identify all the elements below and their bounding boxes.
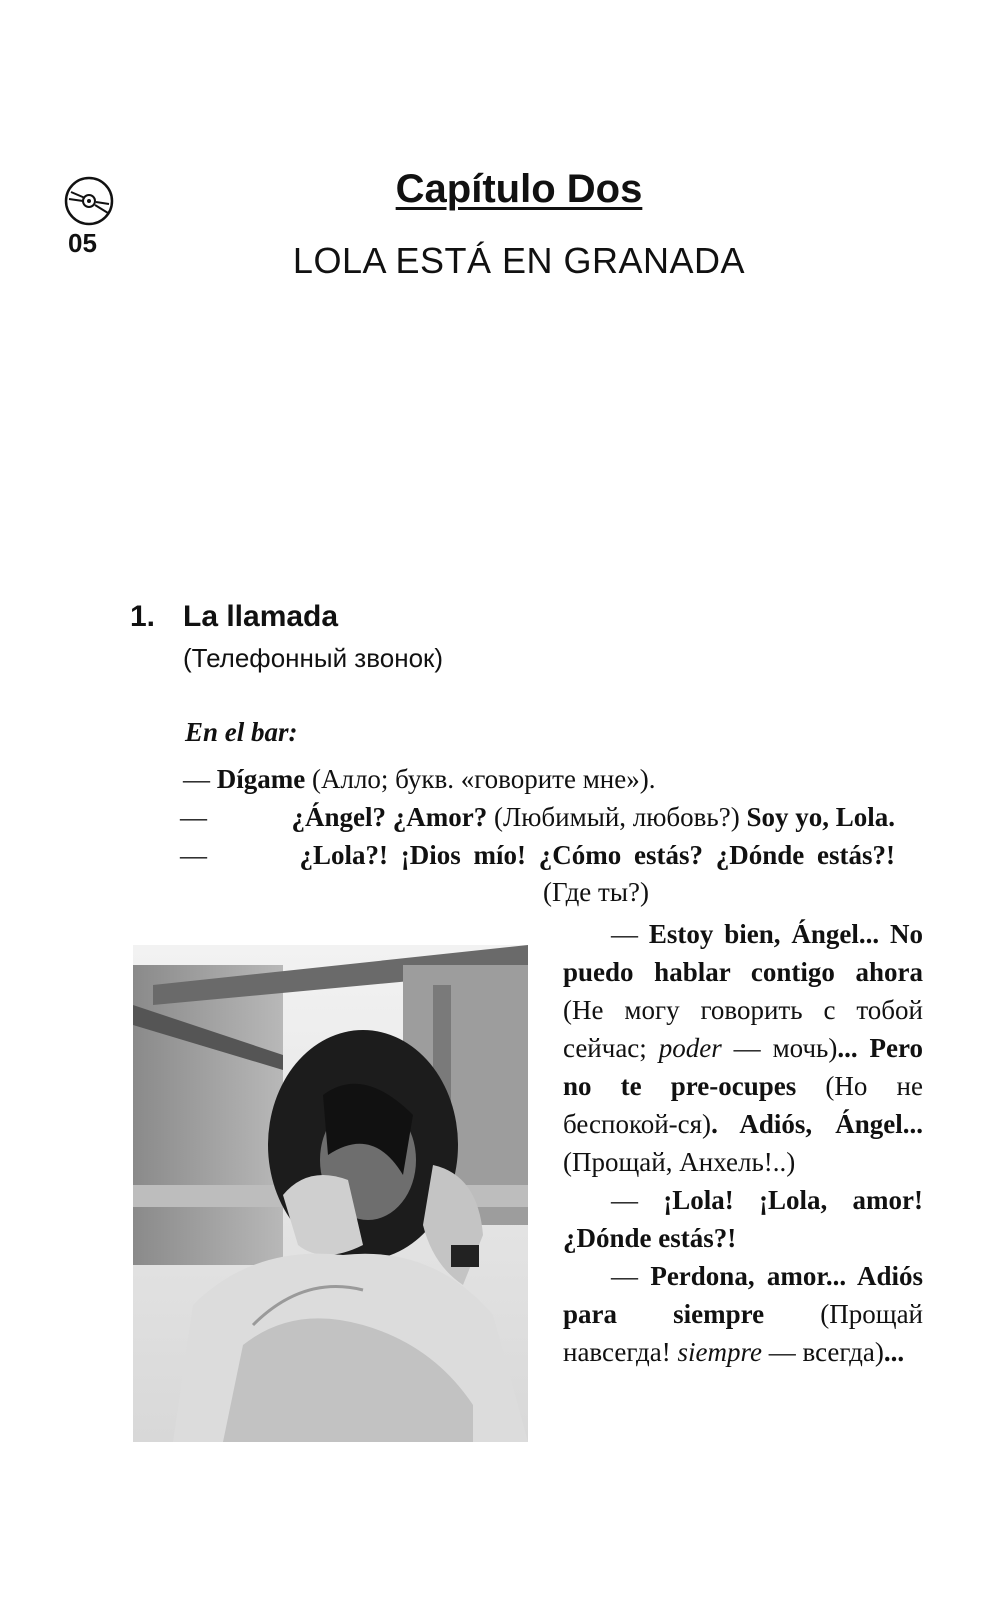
translation-text: (Прощай, Анхель!..) (563, 1147, 796, 1177)
translation-text: — мочь) (721, 1033, 838, 1063)
spanish-text: ¡Lola! ¡Lola, amor! ¿Dónde estás?! (563, 1185, 923, 1253)
dialogue-line-2 (180, 802, 895, 833)
track-number: 05 (68, 228, 97, 258)
spanish-text: ¿Lola?! ¡Dios mío! ¿Cómo estás? ¿Dónde estás?! (299, 840, 895, 870)
dialogue-paragraph-3 (563, 1257, 923, 1371)
spanish-text: Dígame (216, 764, 306, 794)
spanish-text: Estoy bien, Ángel... No puedo hablar contigo ahora (563, 919, 923, 987)
italic-word: siempre (677, 1337, 762, 1367)
spanish-text: ... (883, 1337, 905, 1367)
italic-word: poder (658, 1033, 722, 1063)
dialogue-paragraph-1 (563, 915, 923, 1181)
spanish-text: ¿Ángel? ¿Amor? (291, 802, 488, 832)
translation-text: (Алло; букв. «говорите мне»). (305, 764, 656, 794)
dialogue-paragraph-2 (563, 1181, 923, 1257)
translation-text: — всегда) (762, 1337, 884, 1367)
dash: — (611, 1261, 651, 1291)
dialogue-line-1 (183, 764, 655, 795)
section-number: 1. (130, 600, 156, 633)
translation-text: (Но не беспокой-ся) (563, 1071, 923, 1139)
dialogue-column (563, 915, 923, 1371)
dash: — (183, 764, 210, 794)
scene-heading: En el bar: (185, 717, 298, 747)
translation-text: (Любимый, любовь?) (487, 802, 747, 832)
translation-text: (Прощай навсегда! (563, 1299, 924, 1367)
section-subtitle: (Телефонный звонок) (183, 643, 444, 673)
translation-text: (Не могу говорить с тобой сейчас; (563, 995, 923, 1063)
chapter-title: Capítulo Dos (395, 167, 643, 211)
spanish-text: Soy yo, Lola. (746, 802, 895, 832)
dialogue-line-3 (180, 840, 895, 871)
chapter-subtitle: LOLA ESTÁ EN GRANADA (292, 240, 746, 281)
dash: — (180, 802, 207, 832)
spanish-text: ... Pero no te pre-ocupes (563, 1033, 923, 1101)
dash: — (611, 1185, 664, 1215)
dialogue-line-4: (Где ты?) (543, 877, 649, 907)
spanish-text: Perdona, amor... Adiós para siempre (563, 1261, 923, 1329)
spanish-text: . Adiós, Ángel... (711, 1109, 923, 1139)
dash: — (611, 919, 649, 949)
photo-woman-on-phone (133, 945, 528, 1442)
dash: — (180, 840, 207, 870)
section-title: La llamada (183, 600, 339, 633)
